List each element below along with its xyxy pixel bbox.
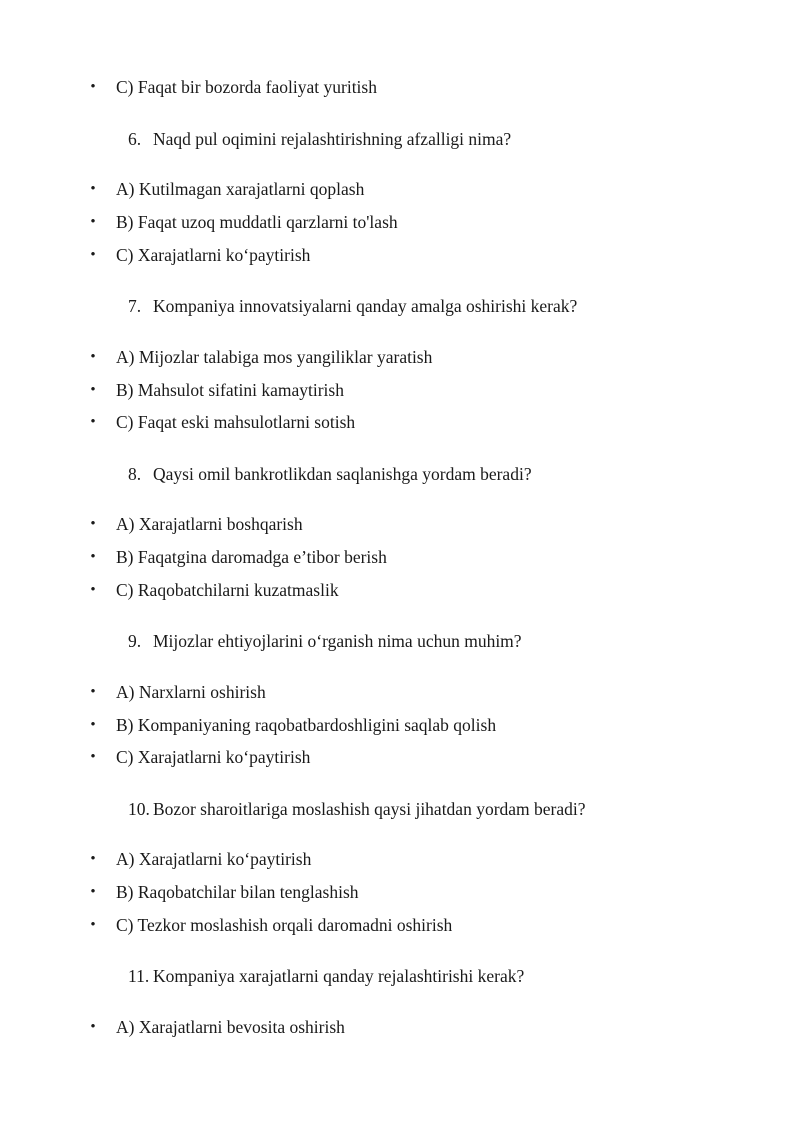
bullet-icon: • <box>90 79 96 95</box>
bullet-icon: • <box>90 1019 96 1035</box>
bullet-icon: • <box>90 181 96 197</box>
bullet-icon: • <box>90 247 96 263</box>
option-text: B) Faqat uzoq muddatli qarzlarni to'lash <box>116 212 398 232</box>
question-text: Mijozlar ehtiyojlarini o‘rganish nima uchun muhim? <box>153 631 522 651</box>
bullet-icon: • <box>90 549 96 565</box>
question-number: 9. <box>128 631 142 651</box>
question-number: 7. <box>128 296 142 316</box>
bullet-icon: • <box>90 851 96 867</box>
question-number: 6. <box>128 129 142 149</box>
question-text: Kompaniya xarajatlarni qanday rejalashtirishi kerak? <box>153 966 525 986</box>
option-text: B) Kompaniyaning raqobatbardoshligini saqlab qolish <box>116 715 497 735</box>
option-text: A) Kutilmagan xarajatlarni qoplash <box>116 179 365 199</box>
option-text: A) Xarajatlarni bevosita oshirish <box>116 1017 345 1037</box>
question-text: Kompaniya innovatsiyalarni qanday amalga oshirishi kerak? <box>153 296 578 316</box>
option-text: A) Mijozlar talabiga mos yangiliklar yaratish <box>116 347 433 367</box>
question-text: Bozor sharoitlariga moslashish qaysi jihatdan yordam beradi? <box>153 799 586 819</box>
question-number: 10. <box>128 799 150 819</box>
bullet-icon: • <box>90 382 96 398</box>
option-text: C) Xarajatlarni ko‘paytirish <box>116 747 311 767</box>
option-text: B) Mahsulot sifatini kamaytirish <box>116 380 344 400</box>
bullet-icon: • <box>90 717 96 733</box>
bullet-icon: • <box>90 516 96 532</box>
option-text: A) Xarajatlarni ko‘paytirish <box>116 849 312 869</box>
option-text: B) Faqatgina daromadga e’tibor berish <box>116 547 387 567</box>
question-number: 8. <box>128 464 142 484</box>
bullet-icon: • <box>90 749 96 765</box>
option-text: C) Xarajatlarni ko‘paytirish <box>116 245 311 265</box>
bullet-icon: • <box>90 684 96 700</box>
option-text: A) Xarajatlarni boshqarish <box>116 514 303 534</box>
option-text: C) Faqat bir bozorda faoliyat yuritish <box>116 77 377 97</box>
option-text: C) Raqobatchilarni kuzatmaslik <box>116 580 339 600</box>
option-text: C) Faqat eski mahsulotlarni sotish <box>116 412 356 432</box>
option-text: C) Tezkor moslashish orqali daromadni oshirish <box>116 915 453 935</box>
option-text: A) Narxlarni oshirish <box>116 682 266 702</box>
bullet-icon: • <box>90 214 96 230</box>
question-text: Naqd pul oqimini rejalashtirishning afzalligi nima? <box>153 129 512 149</box>
option-text: B) Raqobatchilar bilan tenglashish <box>116 882 359 902</box>
bullet-icon: • <box>90 582 96 598</box>
bullet-icon: • <box>90 414 96 430</box>
bullet-icon: • <box>90 349 96 365</box>
question-text: Qaysi omil bankrotlikdan saqlanishga yordam beradi? <box>153 464 532 484</box>
bullet-icon: • <box>90 884 96 900</box>
question-number: 11. <box>128 966 150 986</box>
bullet-icon: • <box>90 917 96 933</box>
